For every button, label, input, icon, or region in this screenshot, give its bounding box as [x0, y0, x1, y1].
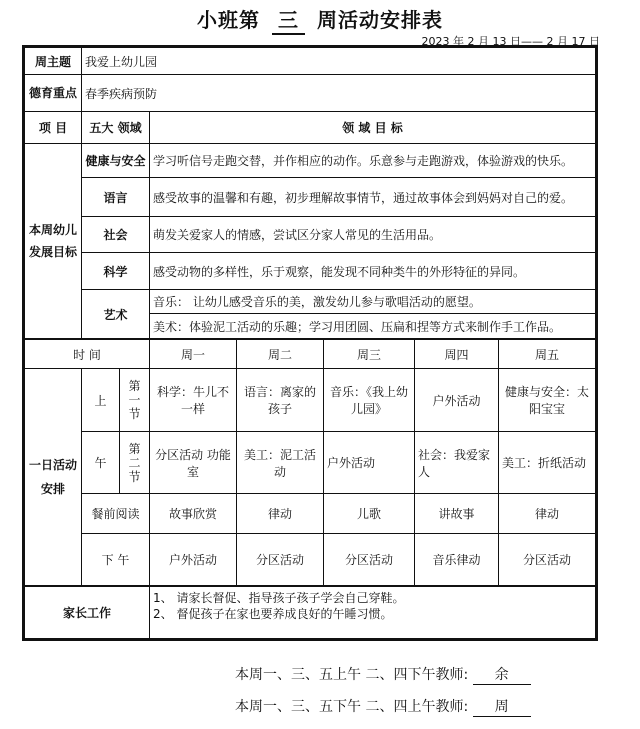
schedule-cell: 社会：我爱家人: [415, 432, 499, 494]
footer-line: [235, 664, 531, 685]
schedule-cell: 语言：离家的孩子: [237, 369, 324, 432]
schedule-cell: 故事欣赏: [150, 494, 237, 534]
schedule-cell: 音乐：《我上幼儿园》: [324, 369, 415, 432]
day-header: 周四: [415, 340, 499, 369]
schedule-cell: 美工：折纸活动: [499, 432, 596, 494]
schedule-cell: 分区活动: [237, 534, 324, 586]
daily-schedule-label: 一日活动安排: [25, 369, 82, 586]
period-2-label: 第二节: [120, 432, 150, 494]
schedule-cell: 讲故事: [415, 494, 499, 534]
domain-science: 科学: [82, 253, 150, 290]
parents-item: 2、 督促孩子在家也要养成良好的午睡习惯。: [153, 607, 393, 621]
theme-value: 我爱上幼儿园: [82, 48, 596, 75]
schedule-table: [24, 339, 596, 586]
schedule-cell: 健康与安全：太阳宝宝: [499, 369, 596, 432]
title-prefix: 小班第: [197, 8, 261, 32]
schedule-cell: 户外活动: [415, 369, 499, 432]
schedule-cell: 音乐律动: [415, 534, 499, 586]
schedule-cell: 律动: [499, 494, 596, 534]
teacher-name: 余: [473, 664, 531, 685]
morning-label-2: 午: [82, 432, 120, 494]
parents-table: [24, 586, 596, 639]
day-header: 周二: [237, 340, 324, 369]
schedule-cell: 分区活动: [499, 534, 596, 586]
footer-text: 本周一、三、五下午 二、四上午教师:: [235, 699, 469, 715]
five-domains-header: 五大 领域: [82, 112, 150, 144]
parents-item: 1、 请家长督促、指导孩子孩子学会自己穿鞋。: [153, 591, 405, 605]
goals-table: [24, 47, 596, 339]
afternoon-label: 下 午: [82, 534, 150, 586]
goal-art-music: 音乐： 让幼儿感受音乐的美，激发幼儿参与歌唱活动的愿望。: [150, 290, 596, 314]
schedule-cell: 户外活动: [150, 534, 237, 586]
schedule-cell: 儿歌: [324, 494, 415, 534]
day-header: 周一: [150, 340, 237, 369]
domain-goals-header: 领 域 目 标: [150, 112, 596, 144]
schedule-cell: 律动: [237, 494, 324, 534]
footer-line: [235, 696, 531, 717]
morning-label-1: 上: [82, 369, 120, 432]
goal-social: 萌发关爱家人的情感，尝试区分家人常见的生活用品。: [150, 217, 596, 253]
time-header: 时 间: [25, 340, 150, 369]
domain-art: 艺术: [82, 290, 150, 339]
dev-goals-label: 本周幼儿发展目标: [25, 144, 82, 339]
theme-label: 周主题: [25, 48, 82, 75]
moral-label: 德育重点: [25, 75, 82, 112]
schedule-cell: 分区活动: [324, 534, 415, 586]
footer-text: 本周一、三、五上午 二、四下午教师:: [235, 667, 469, 683]
schedule-cell: 户外活动: [324, 432, 415, 494]
domain-health: 健康与安全: [82, 144, 150, 178]
goal-art-craft: 美术：体验泥工活动的乐趣；学习用团圆、压扁和捏等方式来制作手工作品。: [150, 314, 596, 339]
goal-science: 感受动物的多样性，乐于观察，能发现不同种类牛的外形特征的异同。: [150, 253, 596, 290]
date-range: 2023 年 2 月 13 日—— 2 月 17 日: [421, 35, 600, 48]
moral-value: 春季疾病预防: [82, 75, 596, 112]
title-week-number: 三: [272, 4, 305, 35]
title-suffix: 周活动安排表: [316, 8, 443, 32]
day-header: 周五: [499, 340, 596, 369]
schedule-sheet: [22, 45, 598, 641]
teacher-name: 周: [473, 696, 531, 717]
domain-social: 社会: [82, 217, 150, 253]
goal-language: 感受故事的温馨和有趣，初步理解故事情节，通过故事体会到妈妈对自己的爱。: [150, 178, 596, 217]
premeal-label: 餐前阅读: [82, 494, 150, 534]
goal-health: 学习听信号走跑交替，并作相应的动作。乐意参与走跑游戏，体验游戏的快乐。: [150, 144, 596, 178]
day-header: 周三: [324, 340, 415, 369]
item-header: 项 目: [25, 112, 82, 144]
schedule-cell: 分区活动 功能室: [150, 432, 237, 494]
parents-label: 家长工作: [25, 587, 150, 639]
period-1-label: 第一节: [120, 369, 150, 432]
schedule-cell: 美工：泥工活动: [237, 432, 324, 494]
page-title: [0, 4, 640, 35]
schedule-cell: 科学：牛儿不一样: [150, 369, 237, 432]
domain-language: 语言: [82, 178, 150, 217]
